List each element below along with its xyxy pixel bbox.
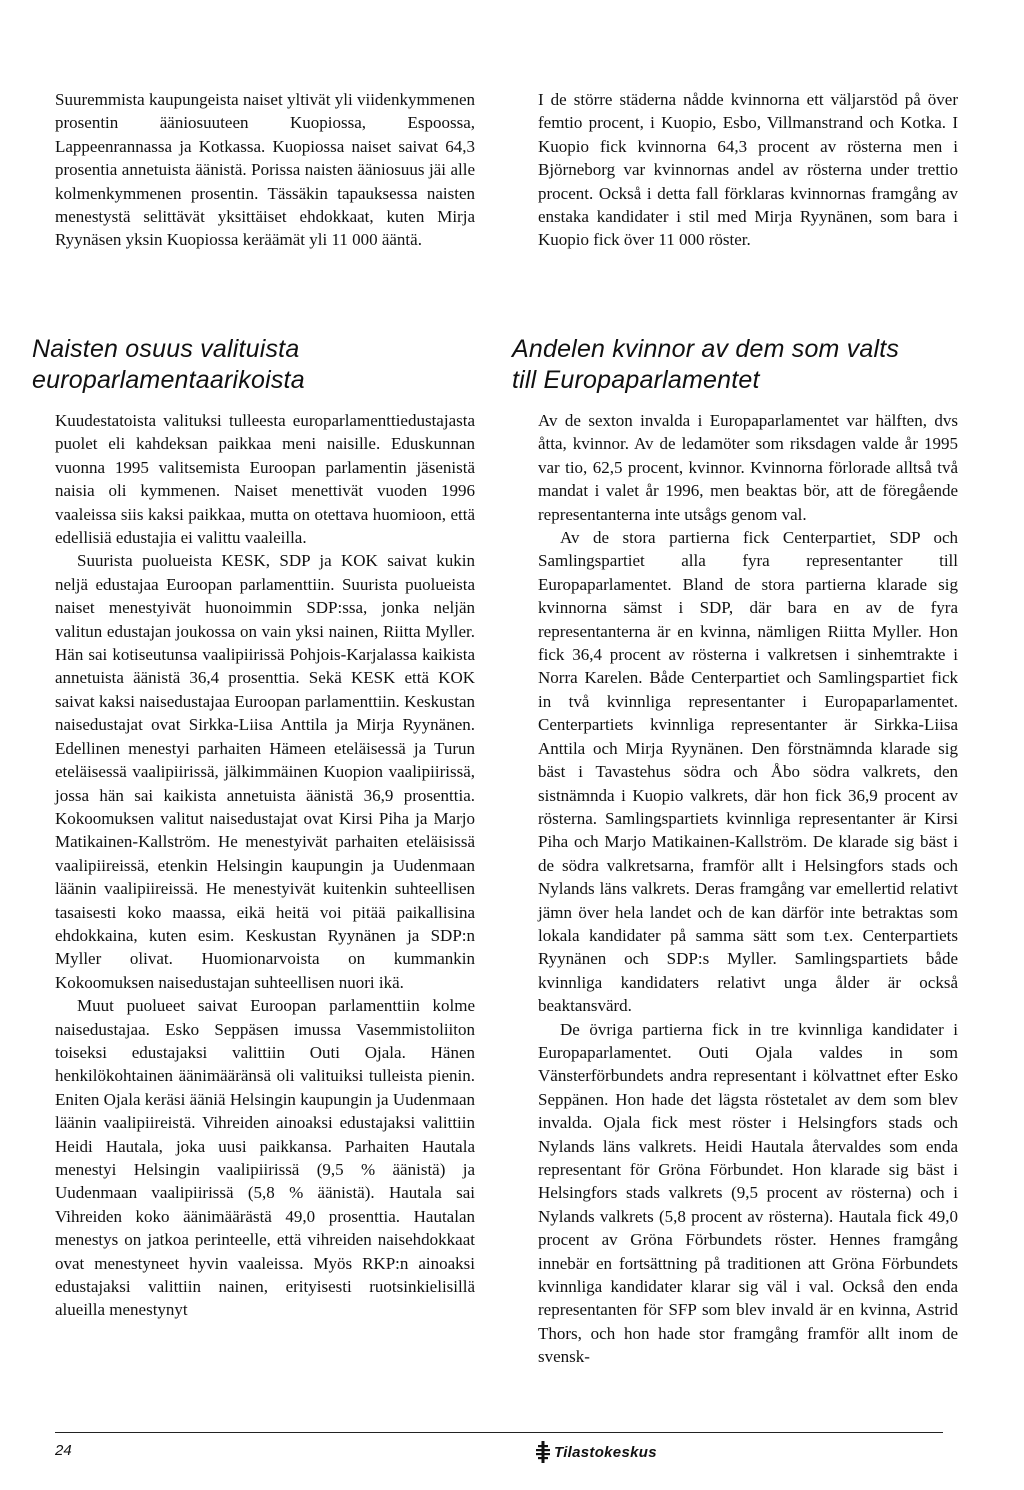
intro-text-swedish: I de större städerna nådde kvinnorna ett väljarstöd på över femtio procent, i Kuopio, Esbo, Villmanstrand och Kotka. I Kuopio fick kvinnorna 64,3 procent av rösterna men i Björneborg var kvinnornas andel av rösterna under trettio procent. Också i detta fall förklaras kvinnornas framgång av enstaka kandidater i stil med Mirja Ryynänen, som bara i Kuopio fick över 11 000 röster.	[538, 90, 958, 250]
section-heading-swedish	[512, 334, 952, 396]
intro-paragraph-finnish	[55, 88, 475, 252]
body-paragraph: De övriga partierna fick in tre kvinnliga kandidater i Europaparlamentet. Outi Ojala valdes in som Vänsterförbundets andra representant i kölvattnet efter Esko Seppänen. Hon hade det lägsta röstetalet av dem som blev invalda. Ojala fick mest röster i Helsingfors stads och Nylands läns valkrets. Heidi Hautala återvaldes som enda representant för Gröna Förbundet. Hon klarade sig bäst i Helsingfors stads valkrets (9,5 procent av rösterna) och i Nylands valkrets (5,8 procent av rösterna). Hautala fick 49,0 procent av Gröna Förbundets röster. Hennes framgång innebär en fortsättning på traditionen att Gröna Förbundets kvinnliga kandidater klarar sig väl i val. Också den enda representanten för SFP som blev invald är en kvinna, Astrid Thors, och hon hade stor framgång framför allt inom de svensk-	[538, 1019, 958, 1367]
body-paragraph: Muut puolueet saivat Euroopan parlamenttiin kolme naisedustajaa. Esko Seppäsen imussa Vasemmistoliiton toiseksi edustajaksi valittiin Outi Ojala. Hänen henkilökohtainen äänimääränsä oli valituiksi tulleista pienin. Eniten Ojala keräsi ääniä Helsingin kaupungin ja Uudenmaan läänin vaalipiireistä. Vihreiden ainoaksi edustajaksi valittiin Heidi Hautala, joka uusi paikkansa. Parhaiten Hautala menestyi Helsingin vaalipiirissä (9,5 % äänistä) ja Uudenmaan vaalipiirissä (5,8 % äänistä). Hautala sai Vihreiden koko äänimäärästä 49,0 prosenttia. Hautalan menestys on jatkoa perinteelle, että vihreiden naisehdokkaat ovat menestyneet hyvin vaaleissa. Myös RKP:n ainoaksi edustajaksi valittiin nainen, erityisesti ruotsinkielisillä alueilla menestynyt	[55, 996, 475, 1320]
body-paragraph: Kuudestatoista valituksi tulleesta europarlamenttiedustajasta puolet eli kahdeksan paikkaa meni naisille. Eduskunnan vuonna 1995 valitsemista Euroopan parlamentin jäsenistä naisia oli kymmenen. Naiset menettivät vuoden 1996 vaaleissa siis kaksi paikkaa, mutta on otettava huomioon, että edellisiä edustajia ei valittu vaaleilla.	[55, 411, 475, 548]
publisher-logo	[536, 1441, 657, 1463]
heading-swedish-line-2: till Europaparlamentet	[512, 366, 760, 394]
body-paragraph: Av de stora partierna fick Centerpartiet, SDP och Samlingspartiet alla fyra representanter till Europaparlamentet. Bland de stora partierna klarade sig kvinnorna sämst i SDP, där bara en av de fyra representanterna är en kvinna, nämligen Riitta Myller. Hon fick 36,4 procent av rösterna i valkretsen i sinhemtrakte i Norra Karelen. Både Centerpartiet och Samlingspartiet fick in två kvinnliga representanter i Europaparlamentet. Centerpartiets kvinnliga representanter är Sirkka-Liisa Anttila och Mirja Ryynänen. Den förstnämnda klarade sig bäst i Tavastehus södra och Åbo södra valkrets, den sistnämnda i Kuopio valkrets, där hon fick 36,9 procent av rösterna. Samlingspartiets kvinnliga representanter är Kirsi Piha och Marjo Matikainen-Kallström. De klarade sig bäst i de södra valkretsarna, framför allt i Helsingfors stads och Nylands läns valkrets. Deras framgång var emellertid relativt jämn över hela landet och de kan därför inte betraktas som lokala kandidater på samma sätt som t.ex. Centerpartiets Ryynänen och SDP:s Myller. Samlingspartiets både kvinnliga kandidaters relativt unga ålder är också beaktansvärd.	[538, 528, 958, 1016]
body-paragraph: Av de sexton invalda i Europaparlamentet var hälften, dvs åtta, kvinnor. Av de ledamöter som riksdagen valde år 1995 var tio, 62,5 procent, kvinnor. Kvinnorna förlorade alltså två mandat i valet år 1996, men beaktas bör, att de föregående representanterna inte utsågs genom val.	[538, 411, 958, 524]
heading-finnish-line-2: europarlamentaarikoista	[32, 366, 305, 394]
logo-text: Tilastokeskus	[554, 1443, 657, 1461]
intro-paragraph-swedish	[538, 88, 958, 252]
intro-text-finnish: Suuremmista kaupungeista naiset yltivät yli viidenkymmenen prosentin ääniosuuteen Kuopiossa, Espoossa, Lappeenrannassa ja Kotkassa. Kuopiossa naiset saivat 64,3 prosentia annetuista äänistä. Porissa naisten ääniosuus jäi alle kolmenkymmenen prosentin. Tässäkin tapauksessa naisten menestystä selittävät yksittäiset ehdokkaat, kuten Mirja Ryynäsen yksin Kuopiossa keräämät yli 11 000 ääntä.	[55, 90, 475, 250]
heading-finnish-line-1: Naisten osuus valituista	[32, 335, 300, 363]
section-heading-finnish	[32, 334, 472, 396]
body-column-swedish	[538, 409, 958, 1369]
body-column-finnish	[55, 409, 475, 1322]
body-paragraph: Suurista puolueista KESK, SDP ja KOK saivat kukin neljä edustajaa Euroopan parlamenttiin. Suurista puolueista naiset menestyivät huonoimmin SDP:ssa, jonka neljän valitun edustajan joukossa on vain yksi nainen, Riitta Myller. Hän sai kotiseutunsa vaalipiirissä Pohjois-Karjalassa kaikista annetuista äänistä 36,4 prosenttia. Sekä KESK että KOK saivat kaksi naisedustajaa Euroopan parlamenttiin. Keskustan naisedustajat ovat Sirkka-Liisa Anttila ja Mirja Ryynänen. Edellinen menestyi parhaiten Hämeen eteläisessä ja Turun eteläisessä vaalipiirissä, jälkimmäinen Kuopion vaalipiirissä, jossa hän sai kaikista annetuista äänistä 36,9 prosenttia. Kokoomuksen valitut naisedustajat ovat Kirsi Piha ja Marjo Matikainen-Kallström. He menestyivät parhaiten eteläisissä vaalipiireissä, etenkin Helsingin kaupungin ja Uudenmaan läänin vaalipiireissä. He menestyivät kuitenkin suhteellisen tasaisesti koko maassa, eikä heitä voi pitää paikallisina ehdokkaina, kuten esim. Keskustan Ryynänen ja SDP:n Myller olivat. Huomionarvoista on kummankin Kokoomuksen naisedustajan suhteellisen nuori ikä.	[55, 551, 475, 992]
heading-swedish-line-1: Andelen kvinnor av dem som valts	[512, 335, 900, 363]
statistics-finland-logo-icon	[536, 1441, 550, 1463]
page-number: 24	[55, 1442, 72, 1459]
footer-divider	[55, 1432, 943, 1433]
